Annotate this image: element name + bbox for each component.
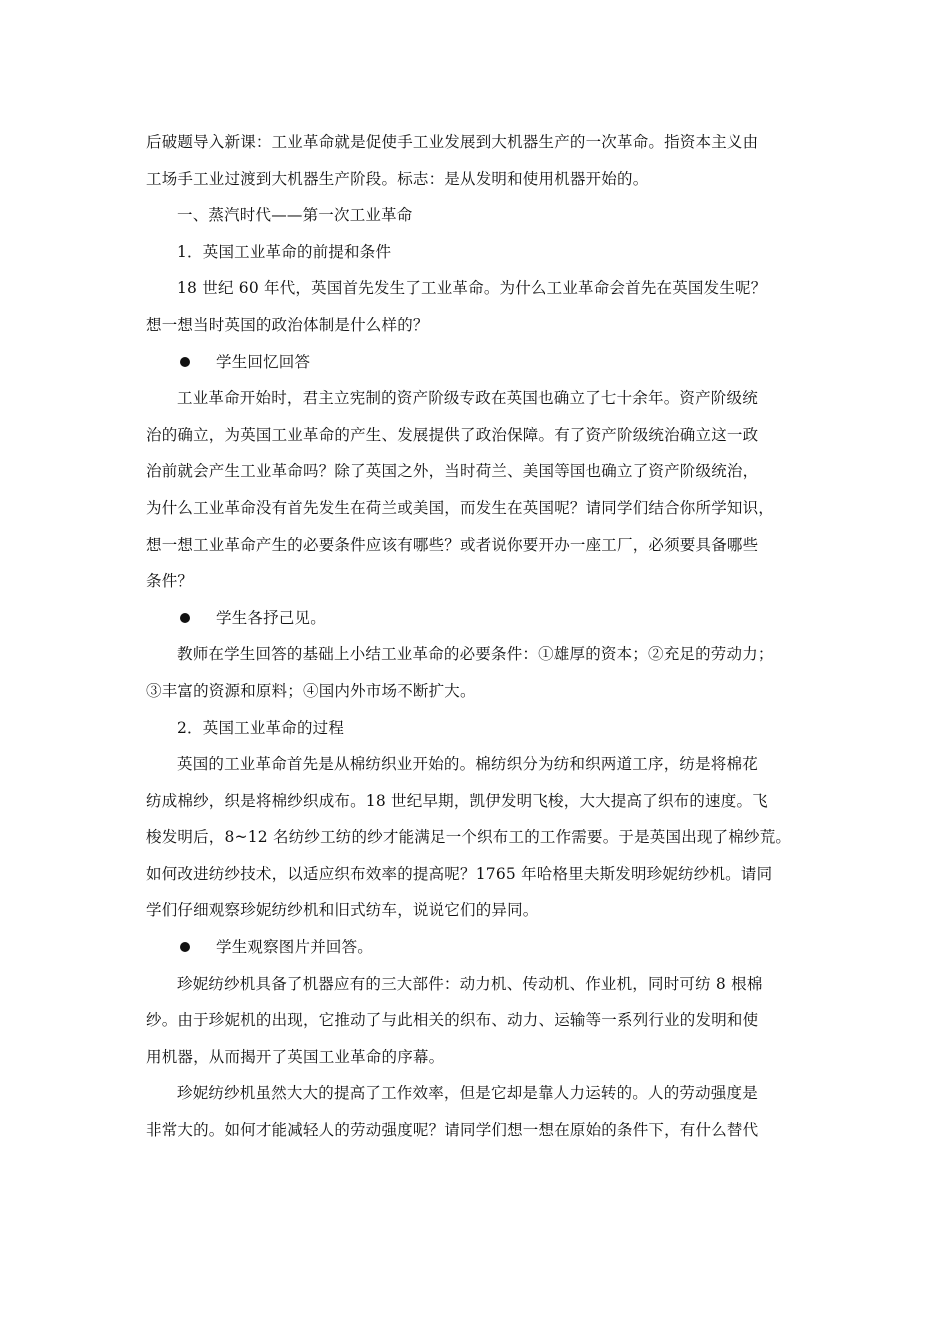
- text-line: 非常大的。如何才能减轻人的劳动强度呢？请同学们想一想在原始的条件下，有什么替代: [146, 1121, 759, 1140]
- text-line: 条件？: [146, 572, 194, 591]
- text-line: 珍妮纺纱机虽然大大的提高了工作效率，但是它却是靠人力运转的。人的劳动强度是: [177, 1084, 758, 1103]
- text-line: 治的确立，为英国工业革命的产生、发展提供了政治保障。有了资产阶级统治确立这一政: [146, 425, 759, 444]
- bullet-item: [146, 600, 818, 637]
- text-line: 后破题导入新课：工业革命就是促使手工业发展到大机器生产的一次革命。指资本主义由: [146, 133, 759, 151]
- bullet-text: 学生回忆回答: [216, 352, 311, 371]
- bullet-icon: [180, 613, 190, 623]
- section-heading: 一、蒸汽时代——第一次工业革命: [177, 206, 413, 225]
- subsection-heading: 1．英国工业革命的前提和条件: [177, 242, 392, 261]
- document-body: [146, 124, 818, 1149]
- text-line: 学们仔细观察珍妮纺纱机和旧式纺车，说说它们的异同。: [146, 901, 539, 920]
- text-line: 想一想工业革命产生的必要条件应该有哪些？或者说你要开办一座工厂，必须要具备哪些: [146, 535, 759, 554]
- text-line: 教师在学生回答的基础上小结工业革命的必要条件：①雄厚的资本；②充足的劳动力；: [177, 645, 774, 664]
- text-line: 治前就会产生工业革命吗？除了英国之外，当时荷兰、美国等国也确立了资产阶级统治，: [146, 462, 759, 481]
- text-line: 为什么工业革命没有首先发生在荷兰或美国，而发生在英国呢？请同学们结合你所学知识，: [146, 498, 775, 517]
- text-line: 工业革命开始时，君主立宪制的资产阶级专政在英国也确立了七十余年。资产阶级统: [177, 389, 758, 408]
- text-line: 英国的工业革命首先是从棉纺织业开始的。棉纺织分为纺和织两道工序，纺是将棉花: [177, 755, 758, 774]
- text-line: 珍妮纺纱机具备了机器应有的三大部件：动力机、传动机、作业机，同时可纺 8 根棉: [177, 974, 763, 993]
- text-line: 想一想当时英国的政治体制是什么样的？: [146, 315, 429, 334]
- text-line: 梭发明后，8~12 名纺纱工纺的纱才能满足一个织布工的工作需要。于是英国出现了棉纱荒。: [146, 828, 792, 847]
- text-line: 18 世纪 60 年代，英国首先发生了工业革命。为什么工业革命会首先在英国发生呢？: [177, 279, 767, 298]
- text-line: 如何改进纺纱技术，以适应织布效率的提高呢？1765 年哈格里夫斯发明珍妮纺纱机。请同: [146, 864, 773, 883]
- subsection-heading: 2．英国工业革命的过程: [177, 718, 345, 737]
- text-line: 工场手工业过渡到大机器生产阶段。标志：是从发明和使用机器开始的。: [146, 169, 649, 188]
- bullet-text: 学生观察图片并回答。: [216, 938, 374, 957]
- bullet-item: [146, 929, 818, 966]
- bullet-item: [146, 344, 818, 381]
- text-line: 纺成棉纱，织是将棉纱织成布。18 世纪早期，凯伊发明飞梭，大大提高了织布的速度。飞: [146, 791, 768, 810]
- bullet-icon: [180, 942, 190, 952]
- text-line: 纱。由于珍妮机的出现，它推动了与此相关的织布、动力、运输等一系列行业的发明和使: [146, 1011, 759, 1030]
- text-line: ③丰富的资源和原料；④国内外市场不断扩大。: [146, 681, 476, 700]
- text-line: 用机器，从而揭开了英国工业革命的序幕。: [146, 1047, 445, 1066]
- bullet-text: 学生各抒己见。: [216, 608, 326, 627]
- bullet-icon: [180, 357, 190, 367]
